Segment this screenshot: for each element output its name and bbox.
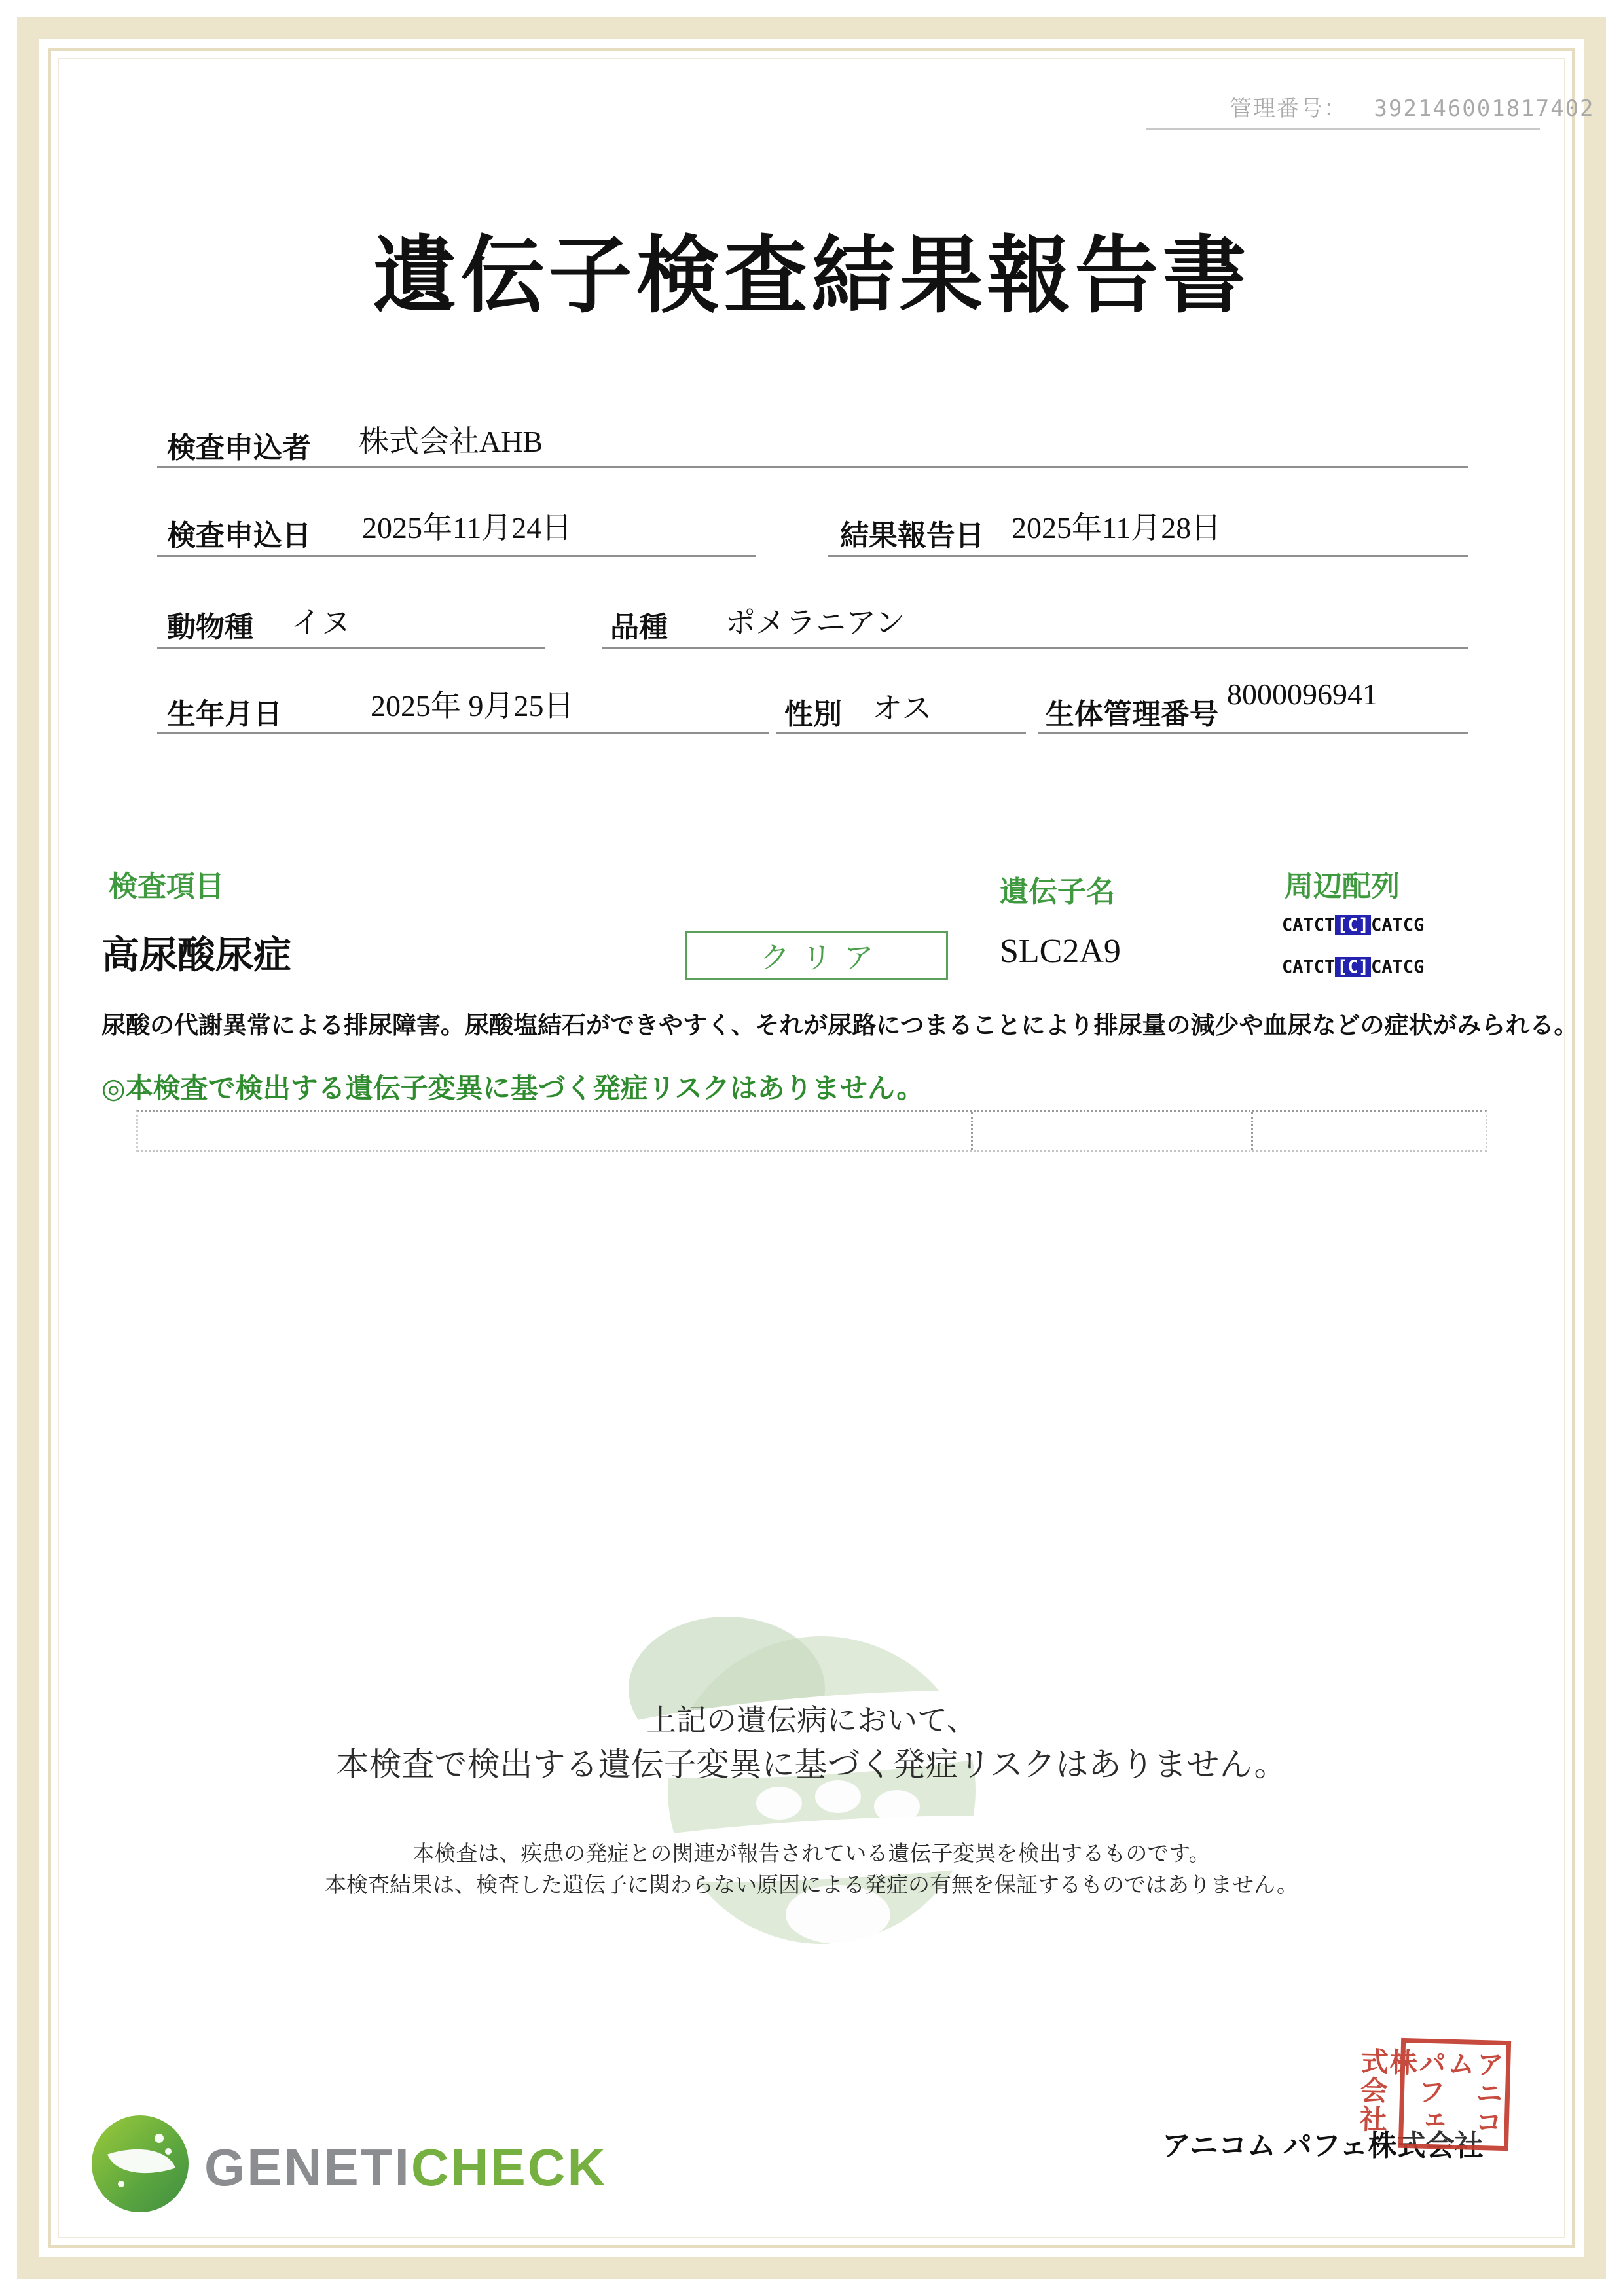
bio-id-underline xyxy=(1038,732,1468,734)
apply-date-underline xyxy=(157,555,756,557)
birthdate-label: 生年月日 xyxy=(167,698,282,730)
paw-watermark xyxy=(589,1623,1087,1990)
summary-note-2: 本検査結果は、検査した遺伝子に関わらない原因による発症の有無を保証するものではありません。 xyxy=(325,1873,1298,1897)
test-item-header: 検査項目 xyxy=(109,870,224,903)
management-number-underline xyxy=(1146,128,1540,130)
sequence-variant: [C] xyxy=(1335,915,1371,935)
logo-dot-3 xyxy=(118,2181,124,2187)
seal-column-2: パフェ株 xyxy=(1385,2047,1446,2136)
applicant-underline xyxy=(157,466,1468,468)
breed-label: 品種 xyxy=(610,611,668,643)
apply-date-label: 検査申込日 xyxy=(167,520,311,552)
sex-value: オス xyxy=(872,692,932,725)
sequence-line-1 xyxy=(1282,915,1424,935)
seal-column-1: アニコム xyxy=(1443,2049,1503,2137)
geneticheck-logo-icon xyxy=(92,2115,189,2212)
gene-name-header: 遺伝子名 xyxy=(1000,876,1115,908)
sequence-prefix: CATCT xyxy=(1282,915,1336,935)
logo-text-check: CHECK xyxy=(410,2138,608,2197)
seal-column-3: 式会社 xyxy=(1355,2047,1388,2134)
company-name: アニコム パフェ株式会社 xyxy=(1162,2130,1484,2162)
logo-leaf-shape xyxy=(107,2136,175,2187)
company-seal-stamp xyxy=(1355,2038,1511,2151)
apply-date-value: 2025年11月24日 xyxy=(362,511,572,545)
logo-dot-2 xyxy=(165,2148,172,2155)
sequence-header: 周辺配列 xyxy=(1285,870,1400,903)
sequence-prefix: CATCT xyxy=(1282,957,1336,977)
applicant-value: 株式会社AHB xyxy=(359,425,543,458)
sex-underline xyxy=(776,732,1026,734)
watermark-paw-toe-3 xyxy=(874,1790,920,1823)
empty-row-divider-1 xyxy=(971,1112,973,1150)
sequence-suffix: CATCG xyxy=(1371,957,1425,977)
disease-description: 尿酸の代謝異常による排尿障害。尿酸塩結石ができやすく、それが尿路につまることにより排尿量の減少や血尿などの症状がみられる。 xyxy=(101,1013,1578,1039)
geneticheck-logo-text xyxy=(204,2138,607,2198)
bio-id-label: 生体管理番号 xyxy=(1046,698,1218,730)
birthdate-value: 2025年 9月25日 xyxy=(371,689,574,723)
species-value: イヌ xyxy=(291,606,351,639)
status-label: クリア xyxy=(759,941,886,975)
gene-name-value: SLC2A9 xyxy=(1000,933,1121,970)
test-item-name: 高尿酸尿症 xyxy=(101,934,292,977)
sequence-line-2 xyxy=(1282,957,1424,977)
page-title: 遺伝子検査結果報告書 xyxy=(373,230,1250,323)
risk-note: ◎本検査で検出する遺伝子変異に基づく発症リスクはありません。 xyxy=(101,1074,924,1104)
summary-line-1: 上記の遺伝病において、 xyxy=(646,1703,977,1737)
empty-row-divider-2 xyxy=(1251,1112,1253,1150)
sequence-variant: [C] xyxy=(1335,957,1371,977)
report-date-value: 2025年11月28日 xyxy=(1012,511,1222,545)
species-underline xyxy=(157,647,545,649)
management-number-value: 392146001817402 xyxy=(1374,96,1595,122)
sequence-suffix: CATCG xyxy=(1371,915,1425,935)
birthdate-underline xyxy=(157,732,769,734)
management-number-row xyxy=(1230,90,1595,122)
breed-value: ポメラニアン xyxy=(725,606,905,639)
bio-id-value: 8000096941 xyxy=(1227,677,1377,711)
summary-line-2: 本検査で検出する遺伝子変異に基づく発症リスクはありません。 xyxy=(336,1746,1287,1783)
breed-underline xyxy=(602,647,1468,649)
species-label: 動物種 xyxy=(167,611,253,643)
status-box xyxy=(685,931,948,980)
management-number-label: 管理番号： xyxy=(1230,96,1347,122)
logo-dot-1 xyxy=(155,2134,164,2143)
empty-result-row xyxy=(136,1110,1487,1152)
summary-note-1: 本検査は、疾患の発症との関連が報告されている遺伝子変異を検出するものです。 xyxy=(412,1841,1211,1865)
watermark-paw-toe-1 xyxy=(756,1787,802,1820)
logo-text-geneti: GENETI xyxy=(204,2138,411,2197)
report-date-underline xyxy=(828,555,1468,557)
report-date-label: 結果報告日 xyxy=(840,520,984,552)
sex-label: 性別 xyxy=(784,698,842,730)
applicant-label: 検査申込者 xyxy=(167,432,311,464)
